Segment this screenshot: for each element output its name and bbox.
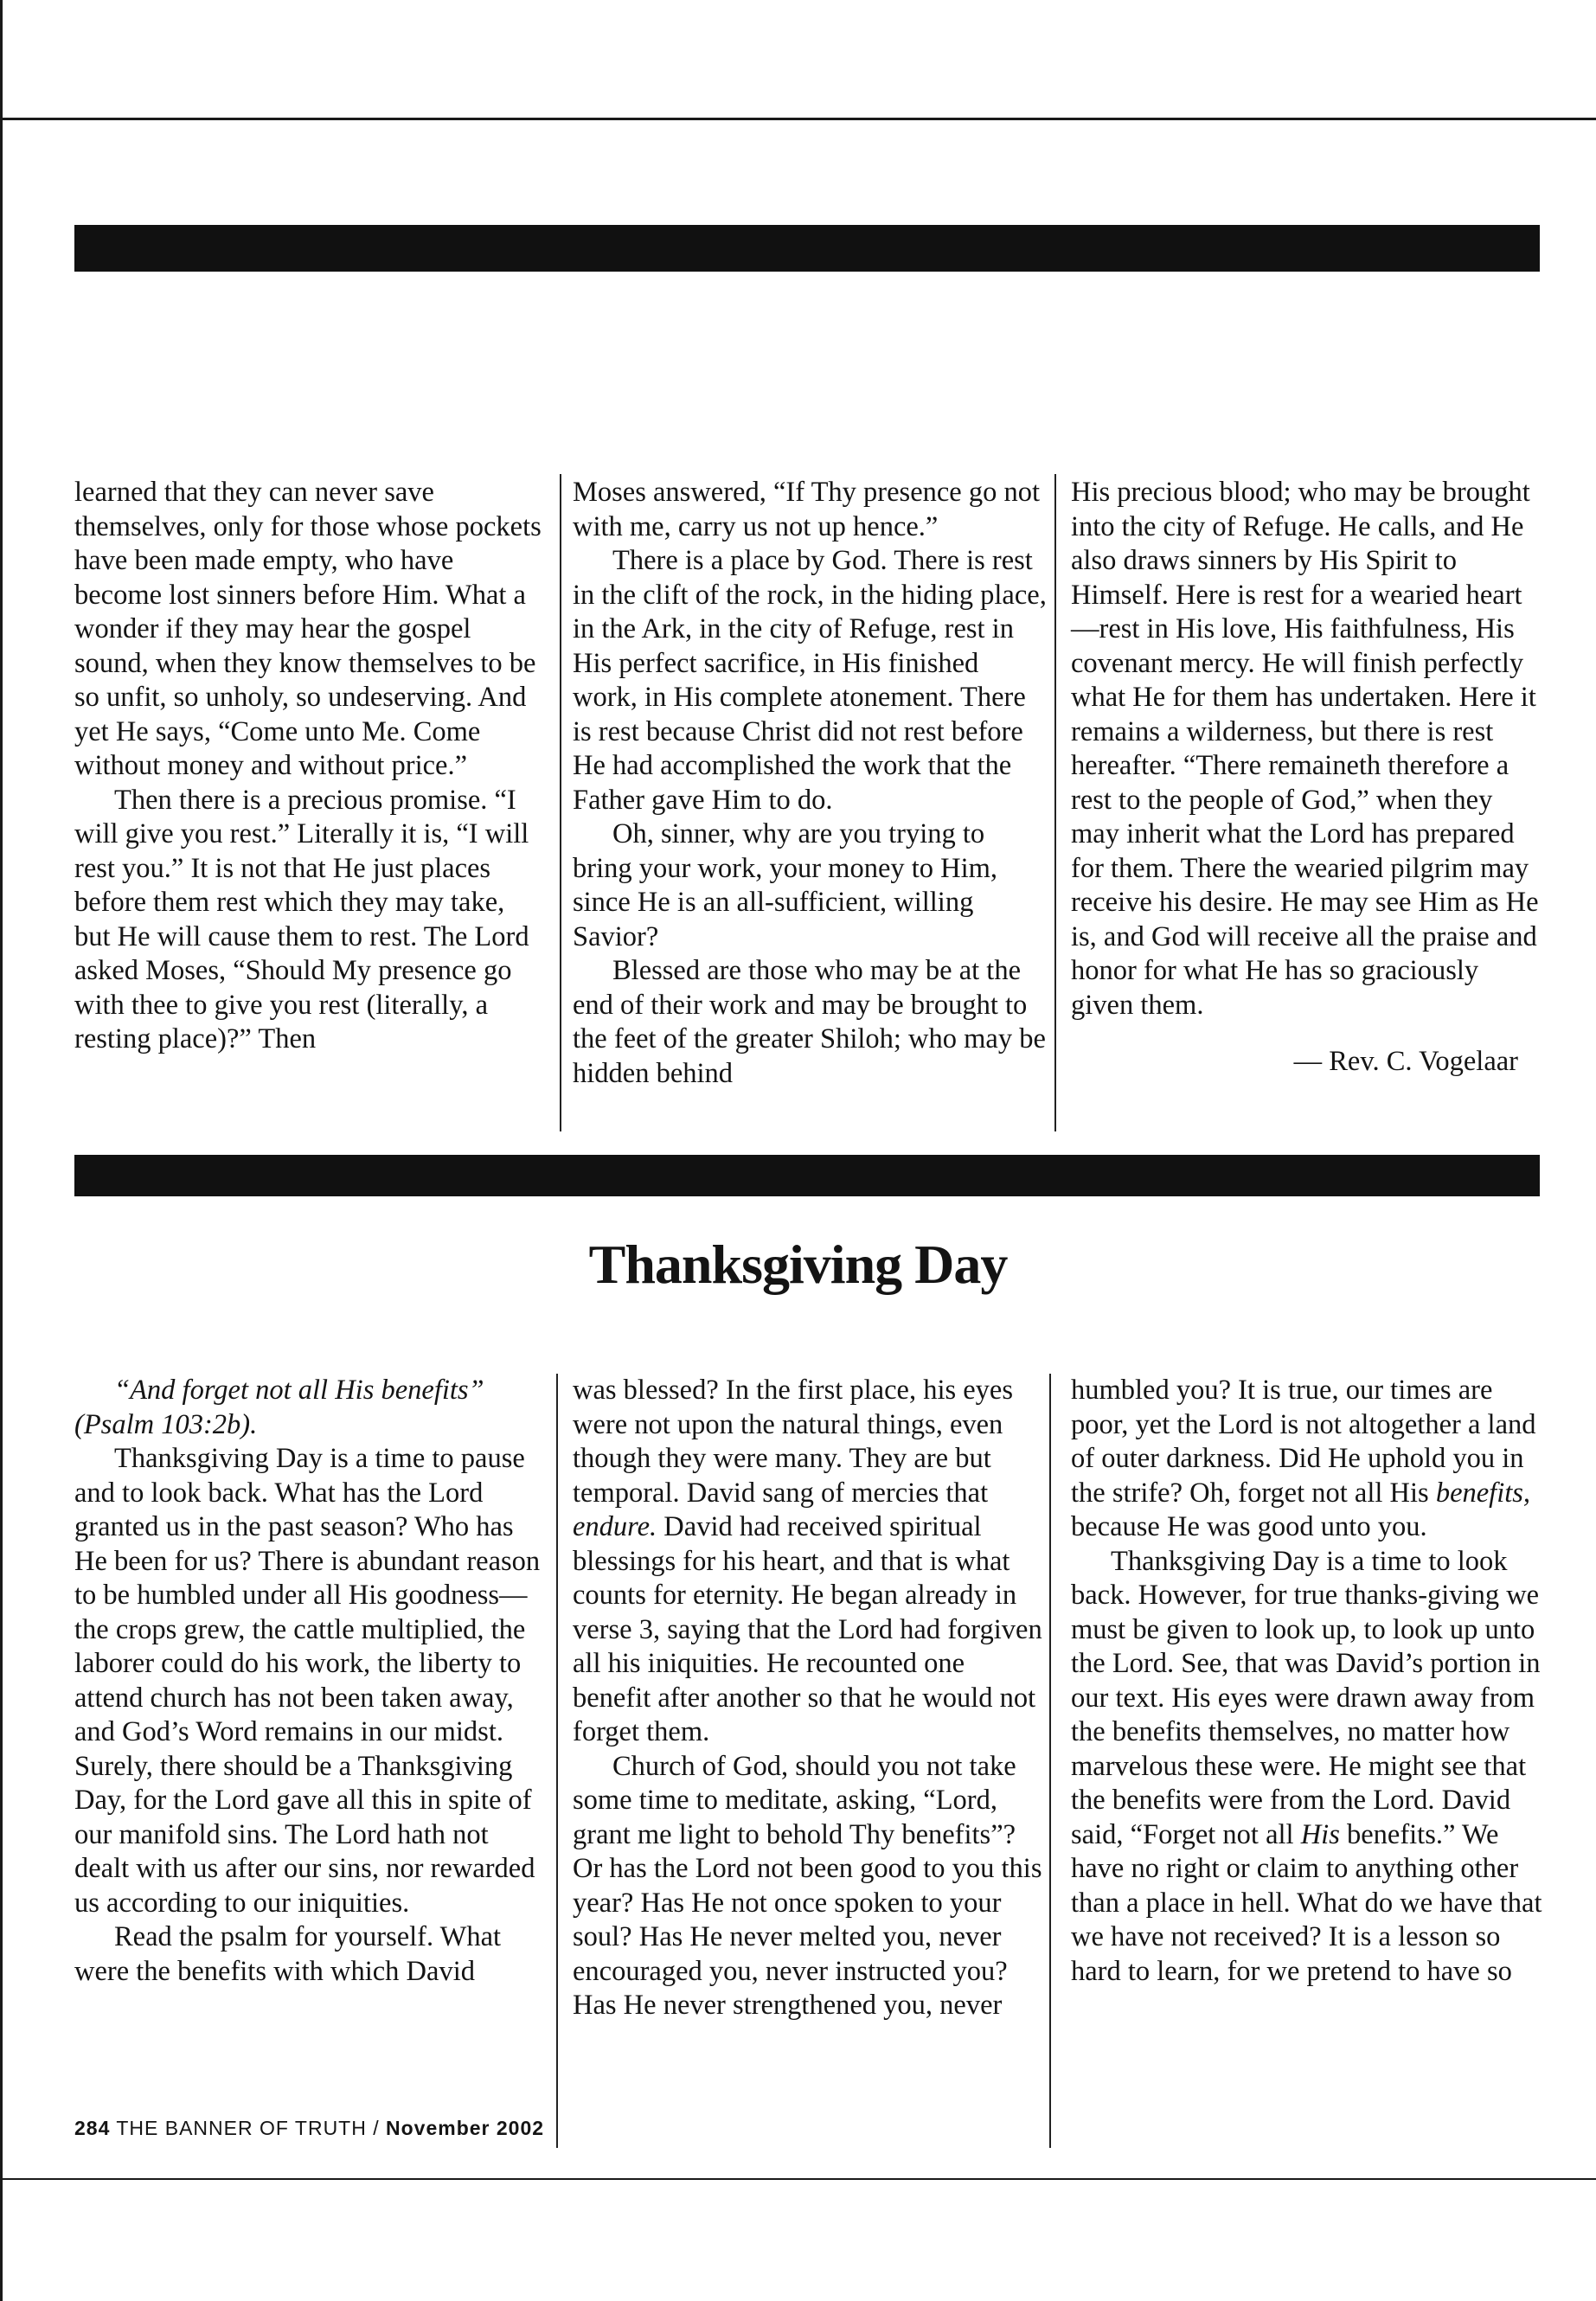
author-signature: — Rev. C. Vogelaar (1293, 1046, 1518, 1077)
article1-col1-para-1: learned that they can never save themselves, only for those whose pockets have been made empty, who have become lost sinners before Him. What a wonder if they may hear the gospel sound, when they know themselves to be so unfit, so unholy, so undeserving. And yet He says, “Come unto Me. Come without money and without price.” (74, 477, 542, 781)
article1-col3-para-1: His precious blood; who may be brought into the city of Refuge. He calls, and He also draws sinners by His Spirit to Himself. Here is rest for a wearied heart—rest in His love, His faithfulness, His covenant mercy. He will finish perfectly what He for them has undertaken. Here it remains a wilderness, but there is rest hereafter. “There remaineth therefore a rest to the people of God,” when they may inherit what the Lord has prepared for them. There the wearied pilgrim may receive his desire. He may see Him as He is, and God will receive all the praise and honor for what He has so graciously given them. (1071, 477, 1539, 1021)
column-divider (560, 474, 561, 1131)
text-run: was blessed? In the first place, his eyes were not upon the natural things, even though they were many. They are but temporal. David sang of mercies that (573, 1375, 1014, 1509)
emphasis-text: His (1300, 1818, 1340, 1850)
article2-column-1 (74, 1374, 545, 2144)
article1-column-1 (74, 476, 542, 1133)
text-run: David had received spiritual blessings for his heart, and that is what counts for eternity. He began already in verse 3, saying that the Lord had forgiven all his iniquities. He recounted one benefit after another so that he would not forget them. (573, 1511, 1042, 1747)
article2-col1-para-1: Thanksgiving Day is a time to pause and to look back. What has the Lord granted us in the past season? Who has He been for us? There is abundant reason to be humbled under all His goodness—the crops grew, the cattle multiplied, the laborer could do his work, the liberty to attend church has not been taken away, and God’s Word remains in our midst. Surely, there should be a Thanksgiving Day, for the Lord gave all this in spite of our manifold sins. The Lord hath not dealt with us after our sins, nor rewarded us according to our iniquities. (74, 1443, 541, 1919)
bottom-rule (0, 2178, 1596, 2180)
article2-col3-para-1 (1071, 1374, 1542, 1545)
article1-col2-para-2: There is a place by God. There is rest in the clift of the rock, in the hiding place, in the Ark, in the city of Refuge, rest in His perfect sacrifice, in His finished work, in His complete atonement. There is rest because Christ did not rest before He had accomplished the work that the Father gave Him to do. (573, 545, 1047, 816)
column-divider (1054, 474, 1056, 1131)
article-title: Thanksgiving Day (588, 1234, 1008, 1295)
article2-column-2 (573, 1374, 1047, 2144)
issue-date: November 2002 (386, 2117, 545, 2139)
publication-name: THE BANNER OF TRUTH (116, 2117, 367, 2139)
article1-col2-para-4: Blessed are those who may be at the end of their work and may be brought to the feet of the greater Shiloh; who may be hidden behind (573, 955, 1046, 1089)
epigraph-text: “And forget not all His benefits” (114, 1375, 484, 1406)
text-run: benefits.” We have no right or claim to anything other than a place in hell. What do we have that we have not received? It is a lesson so hard to learn, for we pretend to have so (1071, 1818, 1542, 1987)
article2-col2-para-2: Church of God, should you not take some time to meditate, asking, “Lord, grant me light to behold Thy benefits”? Or has the Lord not been good to you this year? Has He not once spoken to your soul? Has He never melted you, never encouraged you, never instructed you? Has He never strengthened you, never (573, 1750, 1042, 2021)
emphasis-text: benefits, (1435, 1477, 1531, 1509)
page-footer (74, 2117, 544, 2140)
article2-col3-para-2 (1071, 1545, 1542, 1990)
text-run: Thanksgiving Day is a time to look back. However, for true thanks-giving we must be given to look up, to look up unto the Lord. See, that was David’s portion in our text. His eyes were drawn away from the benefits themselves, no matter how marvelous these were. He might see that the benefits were from the Lord. David said, “Forget not all (1071, 1545, 1541, 1850)
section-header-band (74, 225, 1540, 272)
article1-column-2 (573, 476, 1047, 1133)
text-run: because He was good unto you. (1071, 1511, 1427, 1542)
article-separator-band (74, 1155, 1540, 1196)
epigraph (74, 1374, 542, 1442)
epigraph-reference: (Psalm 103:2b). (74, 1408, 258, 1440)
footer-separator: / (373, 2117, 380, 2139)
page-number: 284 (74, 2117, 111, 2139)
text-run: humbled you? It is true, our times are poor, yet the Lord is not altogether a land of outer darkness. Did He uphold you in the strife? Oh, forget not all His (1071, 1375, 1536, 1509)
article1-col2-para-3: Oh, sinner, why are you trying to bring your work, your money to Him, since He is an all-sufficient, willing Savior? (573, 818, 998, 952)
column-divider (1049, 1374, 1051, 2148)
article1-col2-para-1: Moses answered, “If Thy presence go not with me, carry us not up hence.” (573, 477, 1040, 542)
article2-col2-para-1 (573, 1374, 1047, 1750)
emphasis-text: endure. (573, 1511, 657, 1542)
top-rule (0, 118, 1596, 120)
article2-column-3 (1071, 1374, 1542, 2144)
column-divider (556, 1374, 558, 2148)
left-edge-rule (0, 0, 3, 2301)
article1-col1-para-2: Then there is a precious promise. “I will give you rest.” Literally it is, “I will rest you.” It is not that He just places before them rest which they may take, but He will cause them to rest. The Lord asked Moses, “Should My presence go with thee to give you rest (literally, a resting place)?” Then (74, 784, 529, 1054)
article2-col1-para-2: Read the psalm for yourself. What were the benefits with which David (74, 1921, 502, 1987)
article1-column-3 (1071, 476, 1542, 1133)
